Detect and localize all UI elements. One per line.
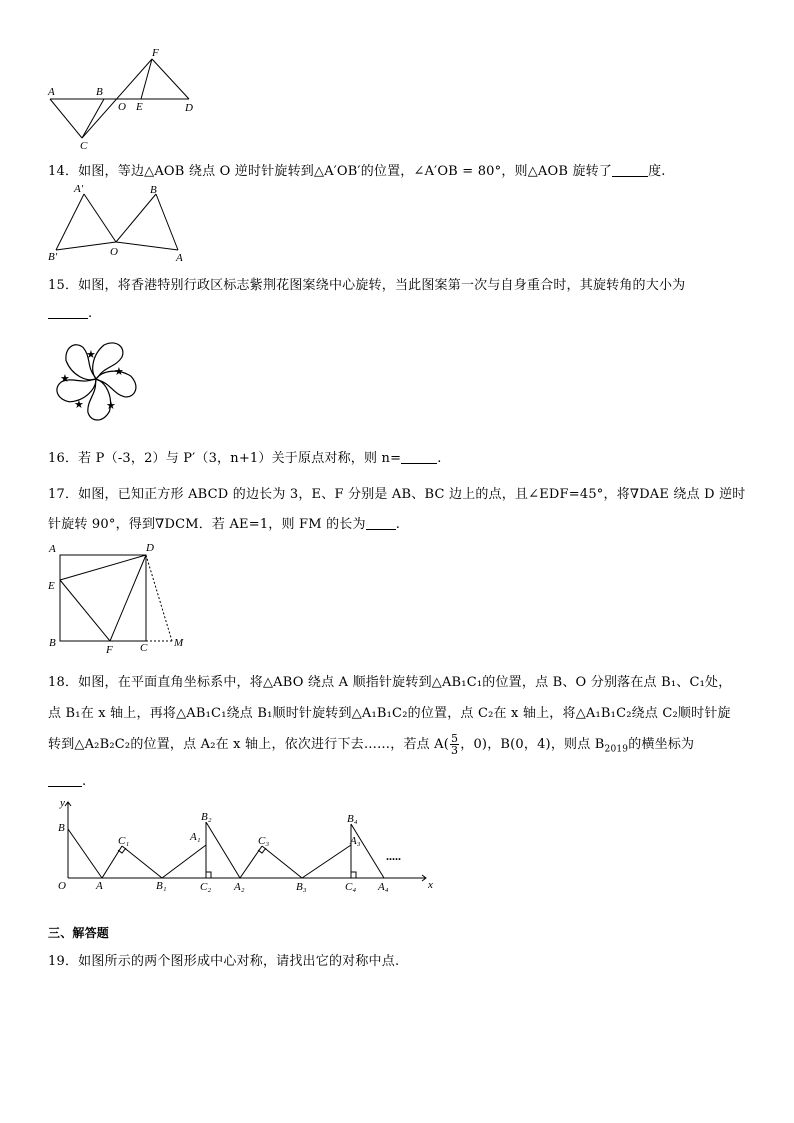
label-o: O — [118, 101, 126, 113]
figure-q17 — [44, 540, 194, 654]
q18-line2: 点 B₁在 x 轴上，再将△AB₁C₁绕点 B₁顺时针旋转到△A₁B₁C₂的位置，点 C₂在 x 轴上，将△A₁B₁C₂绕点 C₂顺时针旋 — [48, 706, 731, 721]
answer-blank-16[interactable] — [401, 451, 437, 464]
label-o: O — [110, 246, 118, 258]
q17-line2: 针旋转 90°，得到∇DCM．若 AE=1，则 FM 的长为 — [48, 517, 366, 532]
question-18-line3 — [48, 732, 694, 763]
q18-line1: 18．如图，在平面直角坐标系中，将△ABO 绕点 A 顺指针旋转到△AB₁C₁的位置，点 B、O 分别落在点 B₁、C₁处， — [48, 675, 732, 690]
q18-line3b: ，0)，B(0，4)，则点 B — [460, 737, 605, 752]
star-icon: ★ — [74, 399, 84, 411]
label-c1: C₁ — [118, 835, 130, 847]
label-b: B — [96, 86, 103, 98]
label-b4: B₄ — [347, 813, 358, 825]
label-y: y — [60, 797, 65, 809]
subscript-2019: 2019 — [604, 744, 629, 755]
label-a2: A₂ — [234, 881, 245, 893]
fraction-numerator: 5 — [451, 732, 459, 745]
label-c: C — [80, 140, 88, 150]
label-f: F — [106, 644, 113, 654]
label-a-prime: A′ — [74, 183, 84, 195]
q16-end: . — [437, 451, 442, 466]
label-d: D — [185, 102, 193, 114]
question-19 — [48, 950, 399, 969]
figure-q13 — [44, 44, 200, 150]
star-icon: ★ — [114, 366, 124, 378]
question-18-line2 — [48, 702, 731, 721]
fraction-denominator: 3 — [451, 744, 459, 757]
section-heading — [48, 924, 109, 941]
q14-text: 14．如图，等边△AOB 绕点 O 逆时针旋转到△A′OB′的位置，∠A′OB = 80°，则△AOB 旋转了 — [48, 164, 613, 179]
fraction — [450, 733, 459, 756]
question-17-line2 — [48, 513, 400, 532]
label-b: B — [150, 184, 157, 196]
label-d: D — [146, 542, 154, 554]
label-a3: A₃ — [350, 835, 361, 847]
label-f: F — [152, 47, 159, 59]
q14-text-after: 度. — [648, 164, 666, 179]
continuation-dots: ..... — [386, 849, 401, 863]
q15-text: 15．如图，将香港特别行政区标志紫荆花图案绕中心旋转，当此图案第一次与自身重合时，其旋转角的大小为 — [48, 278, 686, 293]
q15-end: . — [88, 306, 93, 321]
label-b3: B₃ — [296, 881, 307, 893]
star-icon: ★ — [86, 349, 96, 361]
label-b2: B₂ — [201, 811, 212, 823]
label-a: A — [48, 86, 55, 98]
answer-blank-17[interactable] — [366, 517, 396, 530]
label-a: A — [49, 543, 56, 555]
label-m: M — [174, 637, 184, 649]
label-c3: C₃ — [258, 835, 270, 847]
label-b1: B₁ — [156, 880, 167, 892]
label-b: B — [49, 637, 56, 649]
bauhinia-flower-icon — [44, 334, 146, 424]
q18-end: . — [82, 774, 87, 789]
question-18-line4 — [48, 774, 86, 789]
question-15-line2 — [48, 306, 92, 321]
question-14 — [48, 160, 666, 179]
question-15 — [48, 274, 685, 293]
q18-line3a: 转到△A₂B₂C₂的位置，点 A₂在 x 轴上，依次进行下去……，若点 A( — [48, 737, 450, 752]
q17-end: . — [395, 517, 401, 532]
label-b: B — [58, 822, 65, 834]
answer-blank-14[interactable] — [612, 164, 648, 177]
q18-line3c: 的横坐标为 — [628, 737, 695, 752]
label-a: A — [176, 252, 183, 262]
q19-text: 19．如图所示的两个图形成中心对称，请找出它的对称中点. — [48, 954, 400, 969]
label-c2: C₂ — [200, 881, 212, 893]
section-title: 三、解答题 — [48, 926, 110, 940]
label-c: C — [140, 642, 148, 654]
question-16 — [48, 447, 442, 466]
q17-line1: 17．如图，已知正方形 ABCD 的边长为 3，E、F 分别是 AB、BC 边上的点，且∠EDF=45°，将∇DAE 绕点 D 逆时 — [48, 487, 746, 502]
label-a1: A₁ — [190, 831, 201, 843]
label-e: E — [136, 101, 143, 113]
figure-q14 — [44, 182, 188, 262]
label-b-prime: B′ — [48, 251, 58, 262]
label-e: E — [48, 580, 55, 592]
figure-q18 — [48, 796, 440, 896]
label-c4: C₄ — [345, 881, 357, 893]
answer-blank-15[interactable] — [48, 306, 88, 319]
question-18 — [48, 671, 731, 690]
label-a: A — [96, 880, 103, 892]
label-o: O — [58, 880, 66, 892]
label-x: x — [428, 879, 433, 891]
star-icon: ★ — [60, 373, 70, 385]
star-icon: ★ — [106, 400, 116, 412]
question-17 — [48, 483, 746, 502]
answer-blank-18[interactable] — [48, 774, 82, 787]
label-a4: A₄ — [378, 881, 389, 893]
q16-text: 16．若 P（-3，2）与 P′（3，n+1）关于原点对称，则 n= — [48, 451, 402, 466]
